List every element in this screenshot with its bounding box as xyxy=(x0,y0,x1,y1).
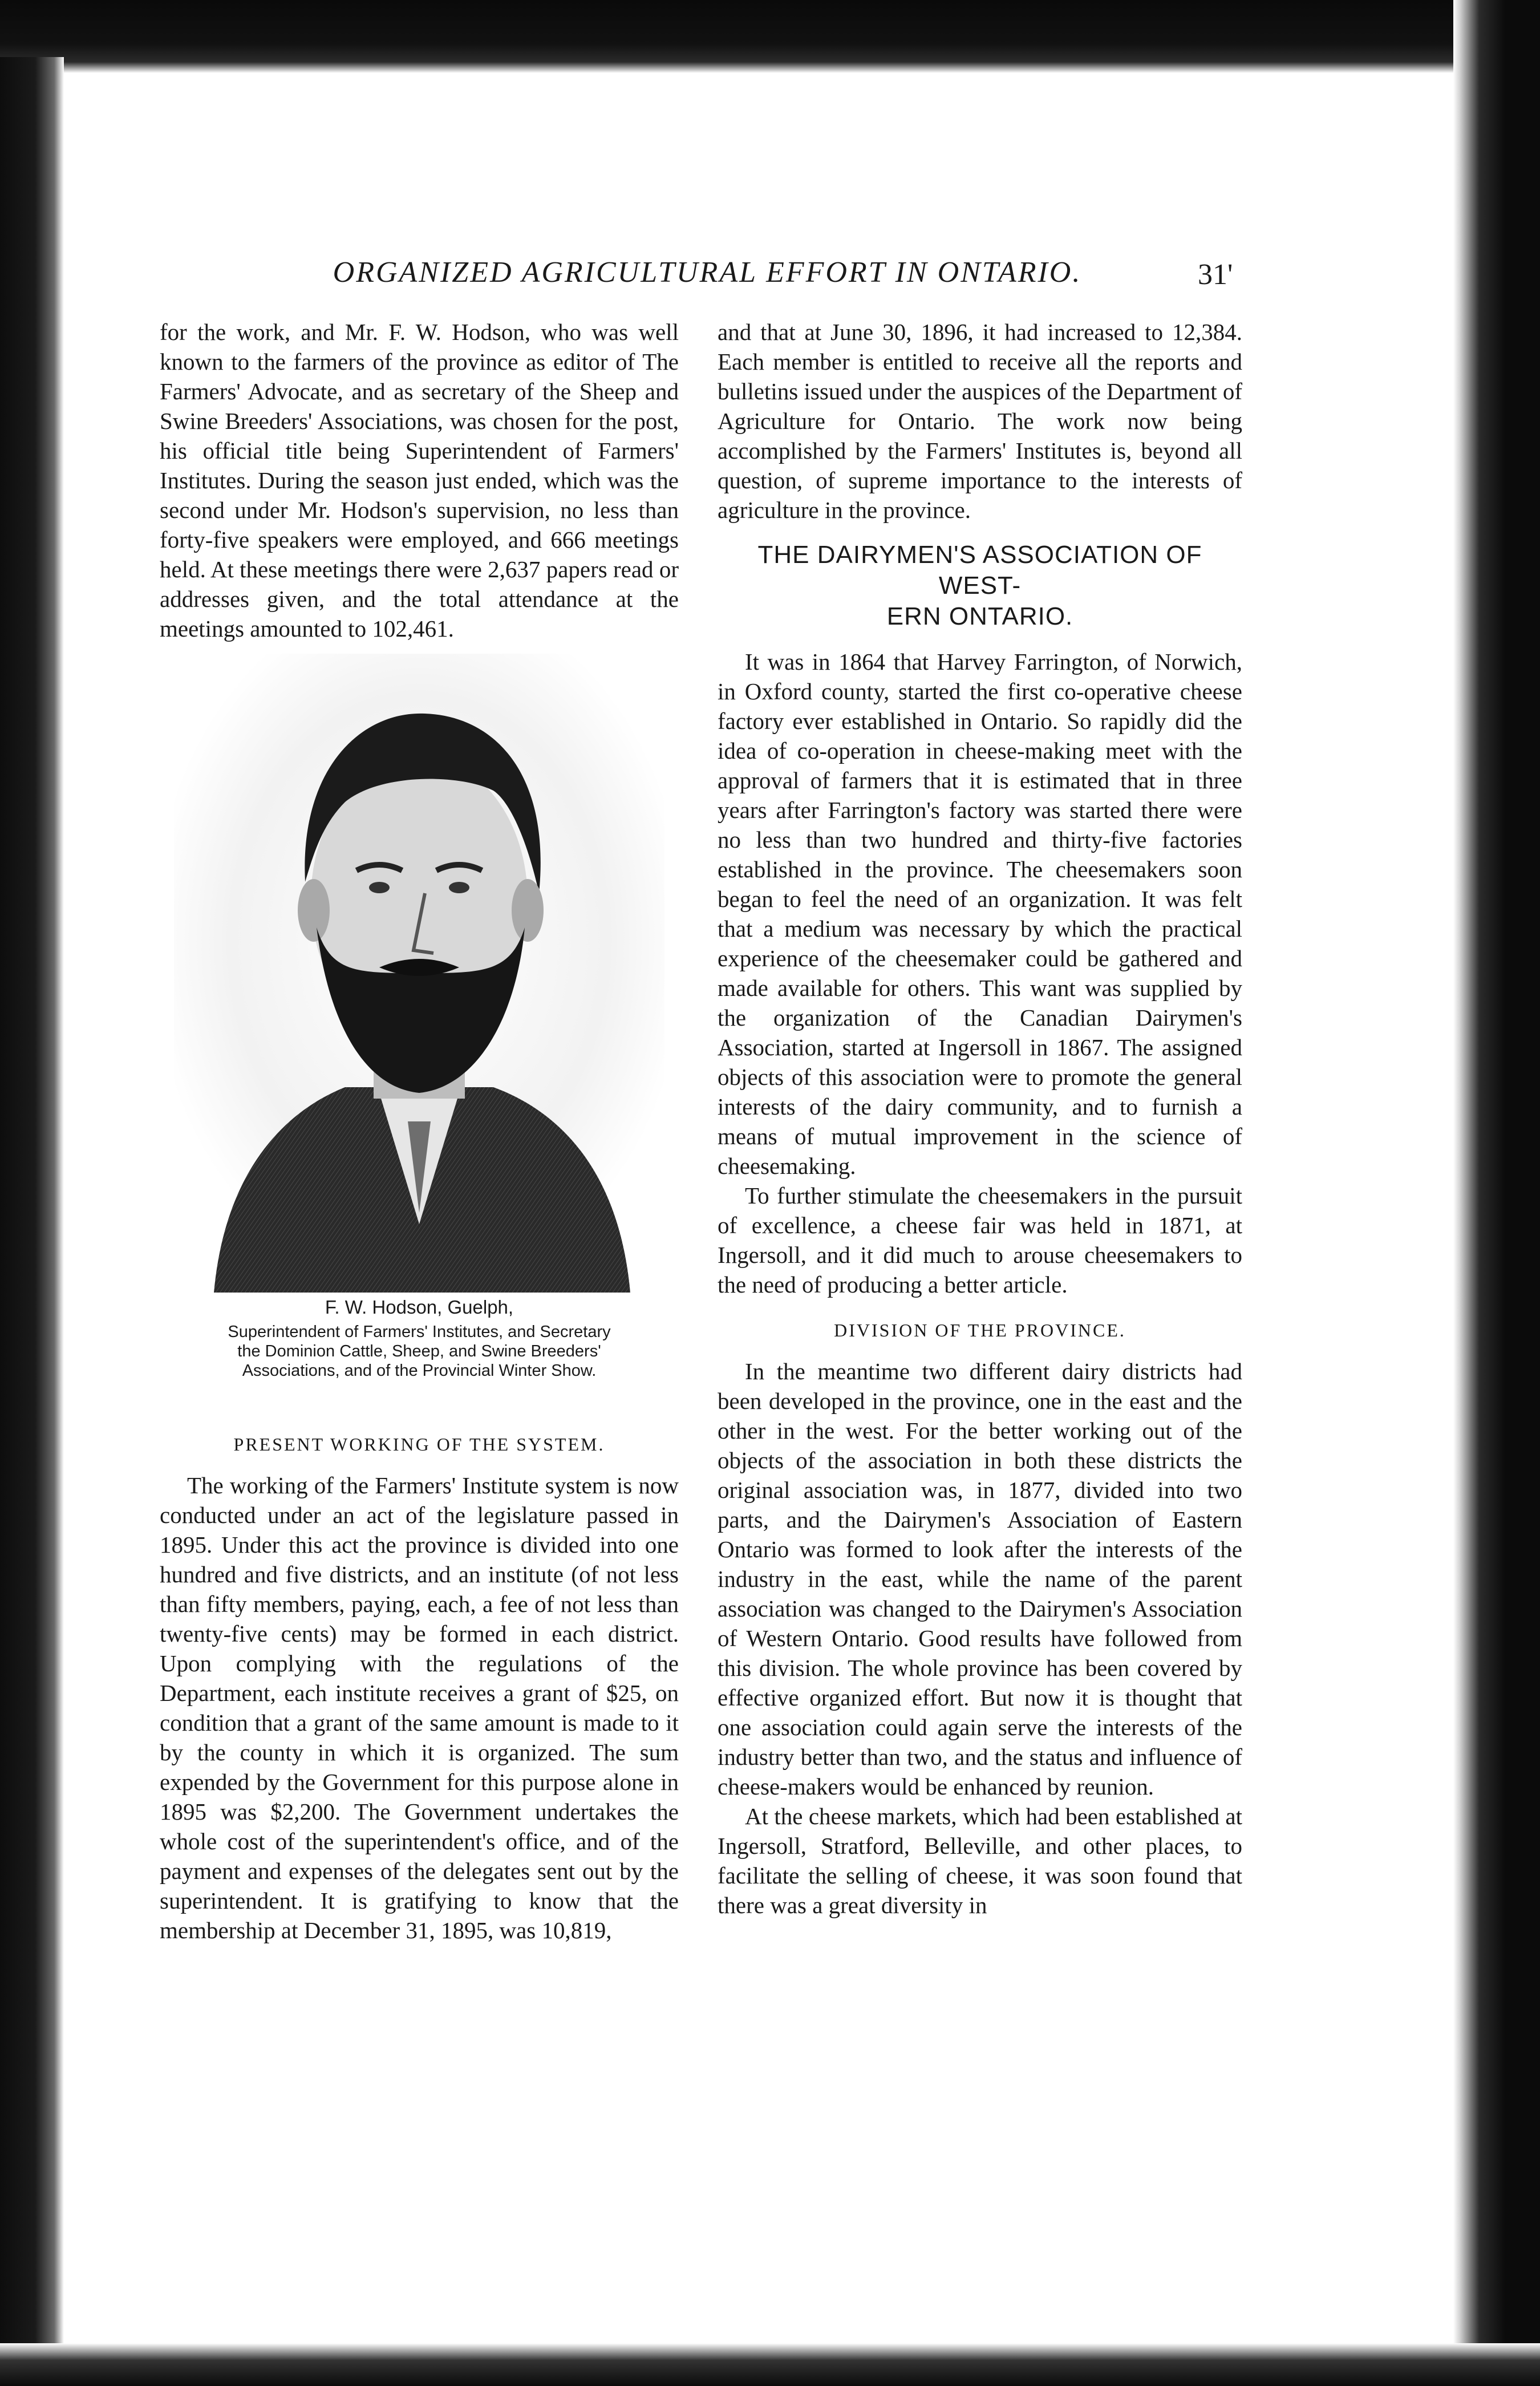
section-heading-line: ERN ONTARIO. xyxy=(886,602,1073,630)
left-column xyxy=(160,317,679,1945)
portrait-caption-line: the Dominion Cattle, Sheep, and Swine Breeders' xyxy=(237,1342,601,1360)
running-head: ORGANIZED AGRICULTURAL EFFORT IN ONTARIO. xyxy=(333,256,1082,289)
scan-border-bottom xyxy=(0,2343,1540,2386)
scan-border-left xyxy=(0,57,64,2386)
paragraph: and that at June 30, 1896, it had increased to 12,384. Each member is entitled to receive all the reports and bulletins issued under the auspices of the Department of Agriculture for Ontario. The work now being accomplished by the Farmers' Institutes is, beyond all question, of supreme importance to the interests of agriculture in the province. xyxy=(718,319,1242,523)
right-column xyxy=(718,317,1242,1920)
scan-border-right xyxy=(1453,0,1540,2386)
paragraph: To further stimulate the cheesemakers in the pursuit of excellence, a cheese fair was held in 1871, at Ingersoll, and it did much to arouse cheesemakers to the need of producing a better article. xyxy=(718,1182,1242,1298)
section-heading-line: THE DAIRYMEN'S ASSOCIATION OF WEST- xyxy=(757,541,1202,599)
portrait-caption-line: Superintendent of Farmers' Institutes, and Secretary xyxy=(228,1323,611,1341)
paragraph: for the work, and Mr. F. W. Hodson, who was well known to the farmers of the province as editor of The Farmers' Advocate, and as secretary of the Sheep and Swine Breeders' Associations, was chosen for the post, his official title being Superintendent of Farmers' Institutes. During the season just ended, which was the second under Mr. Hodson's supervision, no less than forty-five speakers were employed, and 666 meetings held. At these meetings there were 2,637 papers read or addresses given, and the total attendance at the meetings amounted to 102,461. xyxy=(160,319,679,642)
paragraph: The working of the Farmers' Institute system is now conducted under an act of the legislature passed in 1895. Under this act the province is divided into one hundred and five districts, and an institute (of not less than fifty members, paying, each, a fee of not less than twenty-five cents) may be formed in each district. Upon complying with the regulations of the Department, each institute receives a grant of $25, on condition that a grant of the same amount is made to it by the county in which it is organized. The sum expended by the Government for this purpose alone in 1895 was $2,200. The Government undertakes the whole cost of the superintendent's office, and of the payment and expenses of the delegates sent out by the superintendent. It is gratifying to know that the membership at December 31, 1895, was 10,819, xyxy=(160,1472,679,1943)
section-heading xyxy=(718,540,1242,632)
portrait-caption-line: Associations, and of the Provincial Winter Show. xyxy=(242,1362,597,1380)
section-heading: DIVISION OF THE PROVINCE. xyxy=(834,1320,1126,1340)
paragraph: At the cheese markets, which had been established at Ingersoll, Stratford, Belleville, and other places, to facilitate the selling of cheese, it was soon found that there was a great diversity in xyxy=(718,1803,1242,1918)
portrait-caption-name: F. W. Hodson, Guelph, xyxy=(325,1297,514,1318)
section-heading: PRESENT WORKING OF THE SYSTEM. xyxy=(233,1434,605,1455)
portrait-illustration xyxy=(174,654,664,1293)
paragraph: It was in 1864 that Harvey Farrington, of Norwich, in Oxford county, started the first co-operative cheese factory ever established in Ontario. So rapidly did the idea of co-operation in cheese-making meet with the approval of farmers that it is estimated that in three years after Farrington's factory was started there were no less than two hundred and thirty-five factories established in the province. The cheesemakers soon began to feel the need of an organization. It was felt that a medium was necessary by which the practical experience of the cheesemaker could be gathered and made available for others. This want was supplied by the organization of the Canadian Dairymen's Association, started at Ingersoll in 1867. The assigned objects of this association were to promote the general interests of the dairy community, and to furnish a means of mutual improvement in the science of cheesemaking. xyxy=(718,649,1242,1179)
paragraph: In the meantime two different dairy districts had been developed in the province, one in the east and the other in the west. For the better working out of the objects of the association in both these districts the original association was, in 1877, divided into two parts, and the Dairymen's Association of Eastern Ontario was formed to look after the interests of the industry in the east, while the name of the parent association was changed to the Dairymen's Association of Western Ontario. Good results have followed from this division. The whole province has been covered by effective organized effort. But now it is thought that one association could again serve the interests of the industry better than two, and the status and influence of cheese-makers would be enhanced by reunion. xyxy=(718,1358,1242,1800)
scan-border-top xyxy=(0,0,1540,73)
page-number: 31' xyxy=(1198,258,1233,291)
